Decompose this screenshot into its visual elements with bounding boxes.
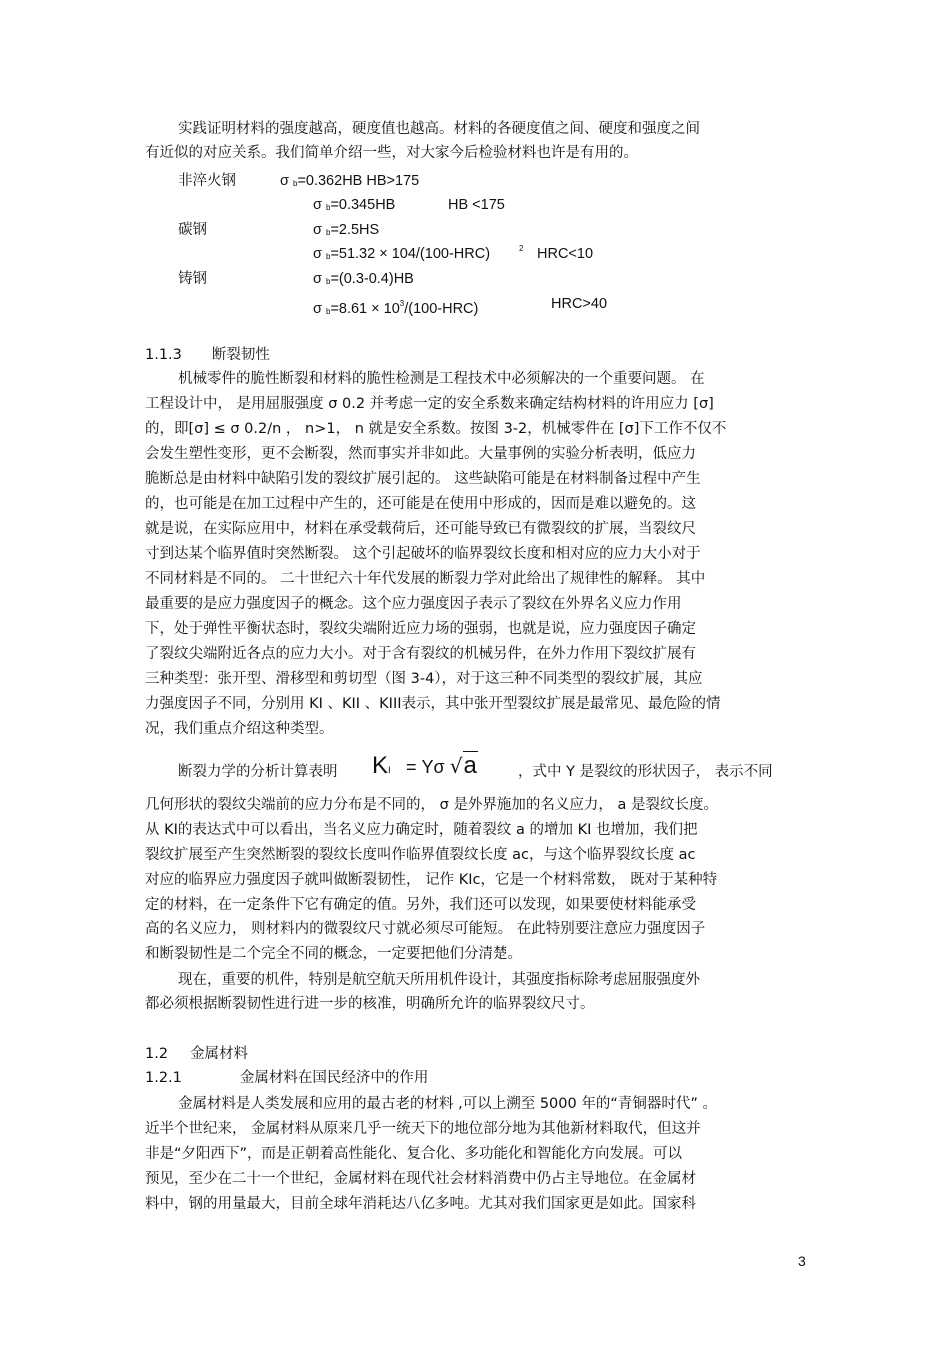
text-line: 会发生塑性变形，更不会断裂，然而事实并非如此。大量事例的实验分析表明，低应力 bbox=[145, 446, 696, 462]
formula-label: 铸钢 bbox=[178, 271, 207, 287]
text-line: 三种类型：张开型、滑移型和剪切型（图 3-4），对于这三种不同类型的裂纹扩展，其应 bbox=[145, 671, 703, 687]
formula-row: σ b=0.362HB HB>175 bbox=[280, 173, 420, 189]
formula-row: σ b=51.32 × 104/(100-HRC) bbox=[313, 246, 491, 262]
text-line: 预见，至少在二十一个世纪，金属材料在现代社会材料消费中仍占主导地位。在金属材 bbox=[145, 1171, 696, 1187]
text-line: 高的名义应力， 则材料内的微裂纹尺寸就必须尽可能短。 在此特别要注意应力强度因子 bbox=[145, 921, 706, 937]
formula-row: σ $b=8.61 \times 10^3/(100-HRC)$ bbox=[313, 299, 479, 317]
text-line: 现在，重要的机件，特别是航空航天所用机件设计，其强度指标除考虑屈服强度外 bbox=[178, 972, 700, 988]
text-line: 力强度因子不同，分别用 KI 、KII 、KIII表示，其中张开型裂纹扩展是最常见、最危险的情 bbox=[145, 696, 721, 712]
stress-intensity-equation: KI = Yσ √a bbox=[372, 752, 477, 779]
text-line: 金属材料是人类发展和应用的最古老的材料 ,可以上溯至 5000 年的“青铜器时代” 。 bbox=[178, 1096, 717, 1112]
text-line: 就是说，在实际应用中，材料在承受载荷后，还可能导致已有微裂纹的扩展，当裂纹尺 bbox=[145, 521, 696, 537]
formula-condition: HRC>40 bbox=[551, 296, 608, 312]
text-line: 不同材料是不同的。 二十世纪六十年代发展的断裂力学对此给出了规律性的解释。 其中 bbox=[145, 571, 706, 587]
text-line: 料中，钢的用量最大，目前全球年消耗达八亿多吨。尤其对我们国家更是如此。国家科 bbox=[145, 1196, 696, 1212]
section-heading-1-2: 1.2 金属材料 bbox=[145, 1046, 249, 1062]
text-line: 了裂纹尖端附近各点的应力大小。对于含有裂纹的机械另件，在外力作用下裂纹扩展有 bbox=[145, 646, 696, 662]
formula-row: σ b=2.5HS bbox=[313, 222, 380, 238]
intro-line-1: 实践证明材料的强度越高，硬度值也越高。材料的各硬度值之间、硬度和强度之间 bbox=[178, 121, 700, 137]
text-line: 寸到达某个临界值时突然断裂。 这个引起破坏的临界裂纹长度和相对应的应力大小对于 bbox=[145, 546, 701, 562]
section-heading-1-1-3: 1.1.3 断裂韧性 bbox=[145, 347, 270, 363]
text-line: 非是“夕阳西下”，而是正朝着高性能化、复合化、多功能化和智能化方向发展。可以 bbox=[145, 1146, 683, 1162]
text-line: 况，我们重点介绍这种类型。 bbox=[145, 721, 334, 737]
section-heading-1-2-1: 1.2.1 金属材料在国民经济中的作用 bbox=[145, 1070, 429, 1086]
page-number: 3 bbox=[798, 1253, 806, 1269]
text-line: 裂纹扩展至产生突然断裂的裂纹长度叫作临界值裂纹长度 ac，与这个临界裂纹长度 ac bbox=[145, 847, 696, 863]
text-line: 定的材料，在一定条件下它有确定的值。另外，我们还可以发现，如果要使材料能承受 bbox=[145, 897, 696, 913]
text-line: ，式中 Y 是裂纹的形状因子， 表示不同 bbox=[518, 764, 773, 780]
text-line: 机械零件的脆性断裂和材料的脆性检测是工程技术中必须解决的一个重要问题。 在 bbox=[178, 371, 705, 387]
text-line: 和断裂韧性是二个完全不同的概念，一定要把他们分清楚。 bbox=[145, 946, 522, 962]
text-line: 的，也可能是在加工过程中产生的，还可能是在使用中形成的，因而是难以避免的。这 bbox=[145, 496, 696, 512]
text-line: 的，即[σ] ≤ σ 0.2/n ， n>1， n 就是安全系数。按图 3-2，机械零件在 [σ]下工作不仅不 bbox=[145, 421, 727, 437]
text-line: 几何形状的裂纹尖端前的应力分布是不同的， σ 是外界施加的名义应力， a 是裂纹长度。 bbox=[145, 797, 719, 813]
text-line: 最重要的是应力强度因子的概念。这个应力强度因子表示了裂纹在外界名义应力作用 bbox=[145, 596, 682, 612]
text-line: 下，处于弹性平衡状态时，裂纹尖端附近应力场的强弱，也就是说，应力强度因子确定 bbox=[145, 621, 696, 637]
text-line: 从 KI的表达式中可以看出，当名义应力确定时，随着裂纹 a 的增加 KI 也增加，我们把 bbox=[145, 822, 698, 838]
formula-condition: HRC<10 bbox=[537, 246, 594, 262]
formula-label: 非淬火钢 bbox=[178, 173, 236, 189]
text-line: 工程设计中， 是用屈服强度 σ 0.2 并考虑一定的安全系数来确定结构材料的许用应力 [σ] bbox=[145, 396, 714, 412]
formula-row: σ b=(0.3-0.4)HB bbox=[313, 271, 414, 287]
formula-condition: HB <175 bbox=[448, 197, 505, 213]
formula-label: 碳钢 bbox=[178, 222, 207, 238]
text-line: 对应的临界应力强度因子就叫做断裂韧性， 记作 KIc，它是一个材料常数， 既对于某种特 bbox=[145, 872, 718, 888]
text-line: 近半个世纪来， 金属材料从原来几乎一统天下的地位部分地为其他新材料取代，但这并 bbox=[145, 1121, 701, 1137]
text-line: 断裂力学的分析计算表明 bbox=[178, 764, 338, 780]
intro-line-2: 有近似的对应关系。我们简单介绍一些，对大家今后检验材料也许是有用的。 bbox=[145, 145, 638, 161]
text-line: 都必须根据断裂韧性进行进一步的核准，明确所允许的临界裂纹尺寸。 bbox=[145, 996, 595, 1012]
formula-exponent: 2 bbox=[519, 244, 524, 253]
formula-row: σ b=0.345HB bbox=[313, 197, 396, 213]
text-line: 脆断总是由材料中缺陷引发的裂纹扩展引起的。 这些缺陷可能是在材料制备过程中产生 bbox=[145, 471, 701, 487]
